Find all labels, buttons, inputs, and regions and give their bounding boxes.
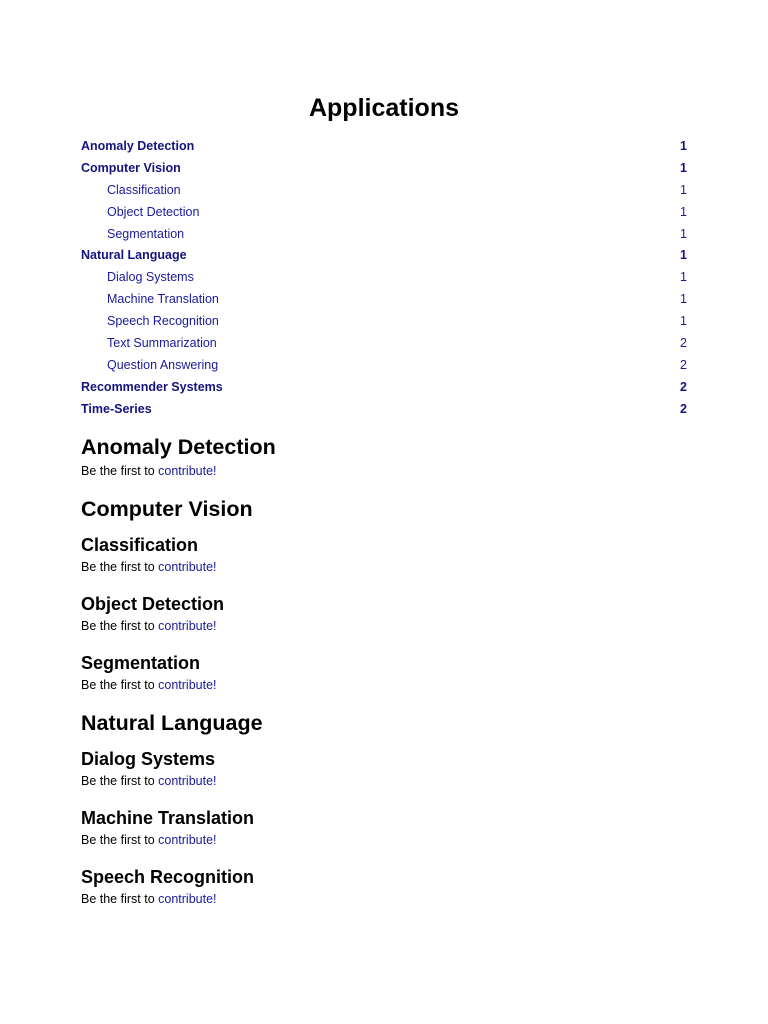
toc-item-label: Computer Vision	[81, 160, 181, 175]
contribute-note	[81, 559, 687, 575]
subsection-heading-dialog-systems: Dialog Systems	[81, 749, 216, 769]
subsection-heading-segmentation: Segmentation	[81, 653, 201, 673]
toc-item-page: 1	[680, 182, 687, 197]
note-text: Be the first to	[81, 464, 159, 478]
toc-item-page: 1	[680, 138, 687, 153]
note-text: Be the first to	[81, 833, 159, 847]
toc-item-label: Machine Translation	[107, 292, 219, 307]
toc-item-anomaly-detection[interactable]	[81, 135, 687, 157]
toc-item-object-detection[interactable]	[81, 201, 687, 223]
toc-item-label: Classification	[107, 182, 181, 197]
contribute-note	[81, 891, 687, 907]
toc-item-label: Segmentation	[107, 226, 185, 241]
section-heading-computer-vision: Computer Vision	[81, 497, 253, 521]
toc-item-text-summarization[interactable]	[81, 332, 687, 354]
toc-item-page: 1	[680, 204, 687, 219]
toc-item-computer-vision[interactable]	[81, 157, 687, 179]
subsection-heading-speech-recognition: Speech Recognition	[81, 867, 255, 887]
contribute-note	[81, 832, 687, 848]
toc-item-page: 2	[680, 335, 687, 350]
contribute-link[interactable]: contribute!	[158, 833, 217, 847]
toc-item-page: 1	[680, 270, 687, 285]
toc-item-page: 2	[680, 401, 687, 416]
contribute-link[interactable]: contribute!	[158, 464, 217, 478]
page-title: Applications	[308, 94, 459, 122]
toc-item-label: Speech Recognition	[107, 314, 219, 329]
toc-item-time-series[interactable]	[81, 398, 687, 420]
toc-item-label: Anomaly Detection	[81, 138, 195, 153]
note-text: Be the first to	[81, 774, 159, 788]
toc-item-label: Dialog Systems	[107, 270, 194, 285]
section-heading-natural-language: Natural Language	[81, 711, 263, 735]
contribute-link[interactable]: contribute!	[158, 774, 217, 788]
contribute-link[interactable]: contribute!	[158, 678, 217, 692]
toc-item-machine-translation[interactable]	[81, 288, 687, 310]
note-text: Be the first to	[81, 619, 159, 633]
toc-item-page: 1	[680, 160, 687, 175]
contribute-note	[81, 677, 687, 693]
contribute-link[interactable]: contribute!	[158, 619, 217, 633]
toc-item-page: 1	[680, 226, 687, 241]
toc-item-label: Natural Language	[81, 248, 187, 263]
toc-item-dialog-systems[interactable]	[81, 266, 687, 288]
contribute-link[interactable]: contribute!	[158, 892, 217, 906]
toc-item-page: 1	[680, 248, 687, 263]
document-body	[81, 433, 687, 907]
subsection-heading-object-detection: Object Detection	[81, 594, 225, 614]
toc-item-speech-recognition[interactable]	[81, 310, 687, 332]
contribute-note	[81, 463, 687, 479]
toc-item-classification[interactable]	[81, 179, 687, 201]
contribute-note	[81, 773, 687, 789]
note-text: Be the first to	[81, 560, 159, 574]
toc-item-page: 2	[680, 379, 687, 394]
contribute-link[interactable]: contribute!	[158, 560, 217, 574]
contribute-note	[81, 618, 687, 634]
toc-item-recommender-systems[interactable]	[81, 376, 687, 398]
section-heading-anomaly-detection: Anomaly Detection	[81, 435, 276, 459]
note-text: Be the first to	[81, 678, 159, 692]
table-of-contents	[81, 135, 687, 420]
toc-item-label: Time-Series	[81, 401, 152, 416]
toc-item-label: Recommender Systems	[81, 379, 223, 394]
toc-item-label: Text Summarization	[107, 335, 217, 350]
toc-item-question-answering[interactable]	[81, 354, 687, 376]
toc-item-label: Question Answering	[107, 357, 219, 372]
toc-item-page: 2	[680, 357, 687, 372]
toc-item-natural-language[interactable]	[81, 244, 687, 266]
toc-item-page: 1	[680, 314, 687, 329]
subsection-heading-machine-translation: Machine Translation	[81, 808, 255, 828]
toc-item-label: Object Detection	[107, 204, 200, 219]
subsection-heading-classification: Classification	[81, 535, 199, 555]
toc-item-segmentation[interactable]	[81, 223, 687, 245]
toc-item-page: 1	[680, 292, 687, 307]
note-text: Be the first to	[81, 892, 159, 906]
